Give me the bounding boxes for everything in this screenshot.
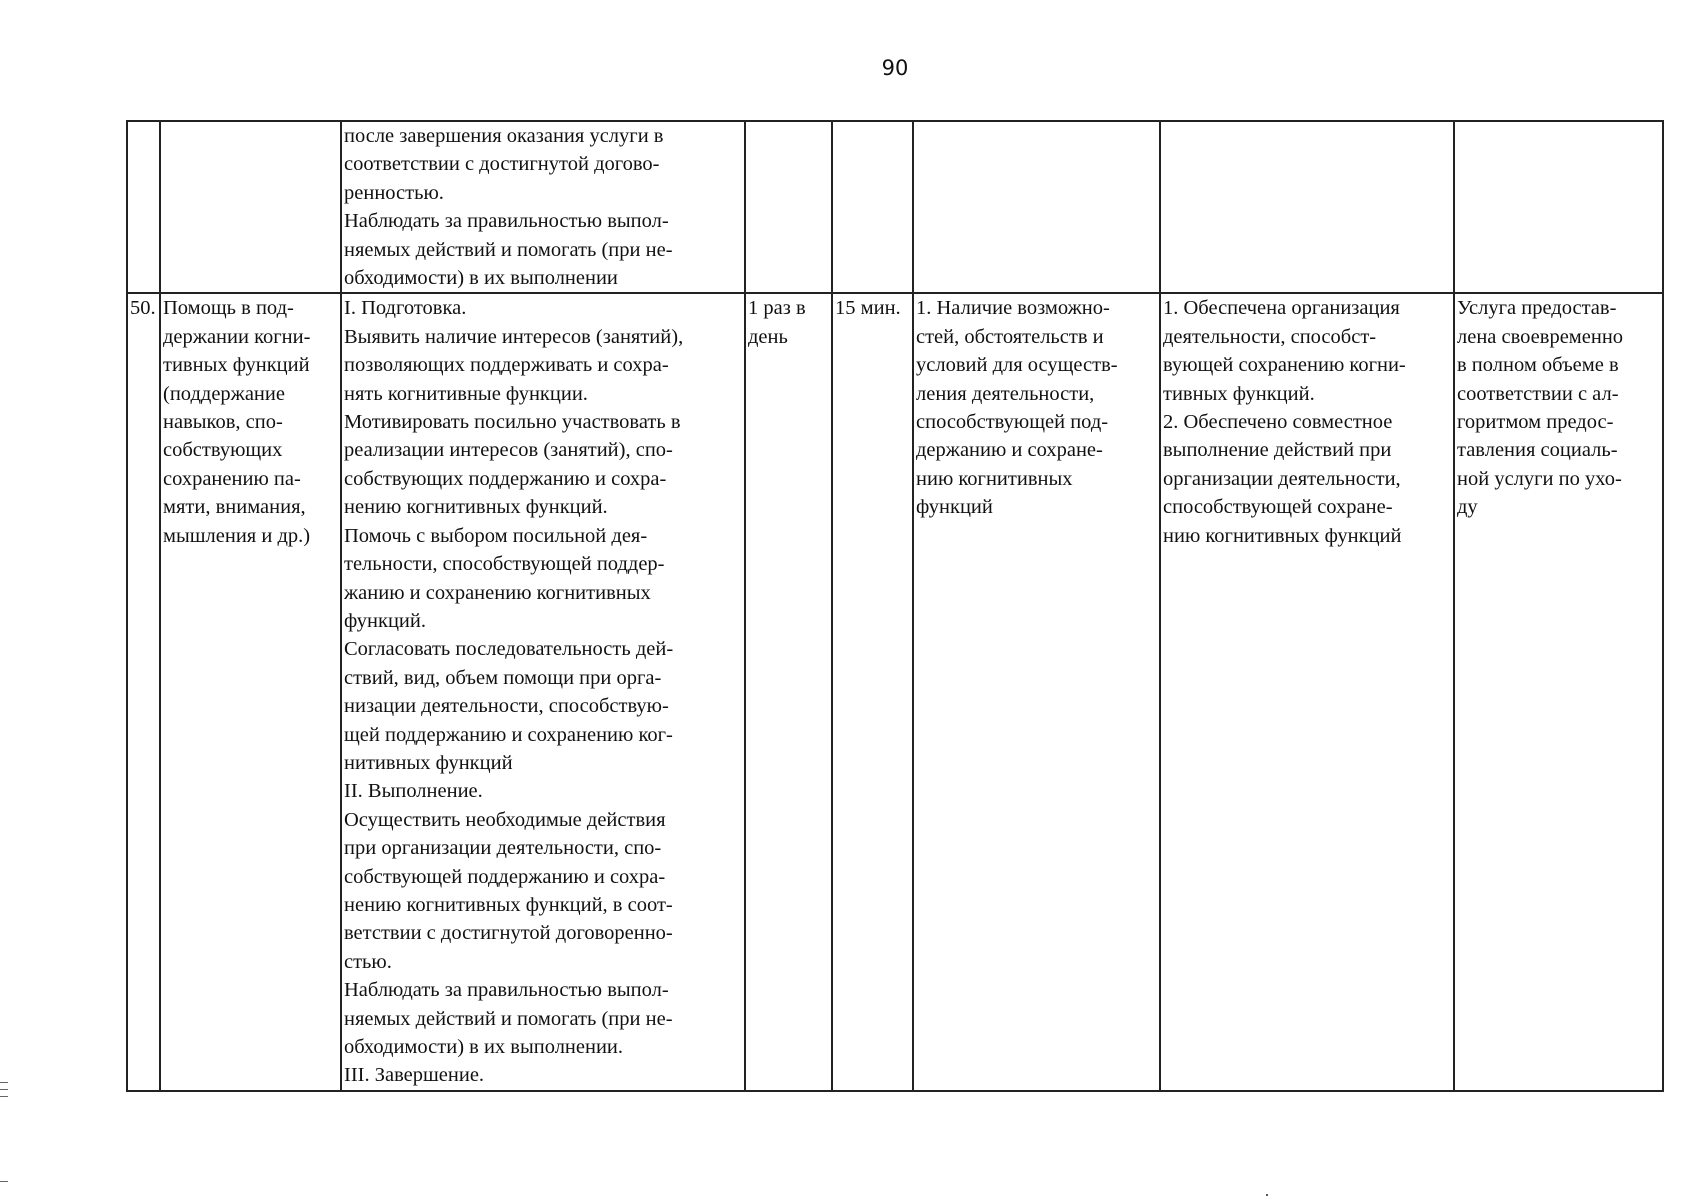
cell-service-content: I. Подготовка. Выявить наличие интересов (занятий), позволяющих поддерживать и сохра- нять когнитивные функции. Мотивировать посильно участвовать в реализации интересов (занятий), спо- собствующих поддержанию и сохра- нению когнитивных функций. Помочь с выбором посильной дея- тельности, способствующей поддер- жанию и сохранению когнитивных функций. Согласовать последовательность дей- ствий, вид, объем помощи при орга- низации деятельности, способствую- щей поддержанию и сохранению ког- нитивных функций II. Выполнение. Осуществить необходимые действия при организации деятельности, спо- собствующей поддержанию и сохра- нению когнитивных функций, в соот- ветствии с достигнутой договоренно- стью. Наблюдать за правильностью выпол- няемых действий и помогать (при не- обходимости) в их выполнении. III. Завершение. (341, 293, 745, 1090)
cell-assessment: Услуга предостав- лена своевременно в полном объеме в соответствии с ал- горитмом предос- тавления социаль- ной услуги по ухо- ду (1454, 293, 1663, 1090)
cell-condition: 1. Наличие возможно- стей, обстоятельств и условий для осуществ- ления деятельности, способствующей под- держанию и сохране- нию когнитивных функций (913, 293, 1160, 1090)
cell-condition (913, 121, 1160, 293)
cell-service-name: Помощь в под- держании когни- тивных функций (поддержание навыков, спо- собствующих сохранению па- мяти, внимания, мышления и др.) (160, 293, 341, 1090)
services-table (126, 120, 1664, 1092)
cell-assessment (1454, 121, 1663, 293)
page-number: 90 (881, 56, 909, 80)
table-row (127, 293, 1663, 1090)
cell-result (1160, 121, 1454, 293)
margin-mark (0, 1089, 8, 1090)
cell-service-name (160, 121, 341, 293)
margin-mark (0, 1181, 8, 1182)
cell-frequency (745, 121, 832, 293)
cell-frequency: 1 раз в день (745, 293, 832, 1090)
cell-number: 50. (127, 293, 160, 1090)
cell-result: 1. Обеспечена организация деятельности, способст- вующей сохранению когни- тивных функций. 2. Обеспечено совместное выполнение действий при организации деятельности, способствующей сохране- нию когнитивных функций (1160, 293, 1454, 1090)
cell-duration (832, 121, 913, 293)
cell-number (127, 121, 160, 293)
cell-service-content: после завершения оказания услуги в соответствии с достигнутой догово- ренностью. Наблюдать за правильностью выпол- няемых действий и помогать (при не- обходимости) в их выполнении (341, 121, 745, 293)
table-row (127, 121, 1663, 293)
margin-mark (0, 1096, 8, 1097)
scan-speck (1266, 1194, 1268, 1196)
margin-mark (0, 1082, 8, 1083)
cell-duration: 15 мин. (832, 293, 913, 1090)
